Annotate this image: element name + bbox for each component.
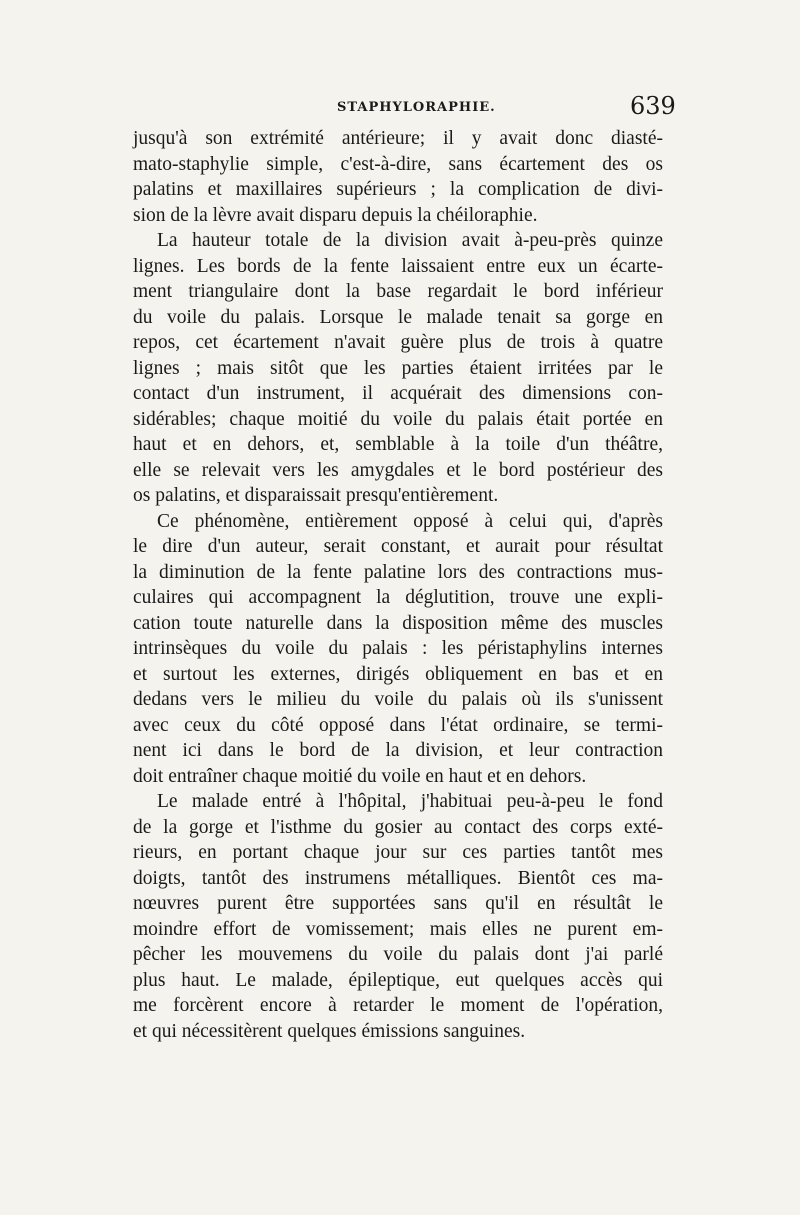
text-line: sidérables; chaque moitié du voile du palais était portée en [133, 408, 663, 430]
page-number: 639 [630, 92, 676, 120]
text-line: nœuvres purent être supportées sans qu'il en résultât le [133, 893, 663, 914]
paragraph-4 [133, 789, 663, 1044]
text-line: mato-staphylie simple, c'est-à-dire, sans écartement des os [133, 153, 663, 175]
text-line: doit entraîner chaque moitié du voile en haut et en dehors. [133, 765, 587, 787]
text-line: du voile du palais. Lorsque le malade tenait sa gorge en [133, 306, 663, 328]
text-line: sion de la lèvre avait disparu depuis la chéiloraphie. [133, 204, 538, 226]
text-line: repos, cet écartement n'avait guère plus de trois à quatre [133, 332, 663, 353]
text-line: haut et en dehors, et, semblable à la toile d'un théâtre, [133, 434, 663, 455]
text-line: et qui nécessitèrent quelques émissions sanguines. [133, 1020, 526, 1042]
text-line: La hauteur totale de la division avait à-peu-près quinze [157, 230, 663, 251]
text-line: et surtout les externes, dirigés obliquement en bas et en [133, 663, 663, 685]
text-line: de la gorge et l'isthme du gosier au contact des corps exté- [133, 816, 663, 838]
text-line: cation toute naturelle dans la disposition même des muscles [133, 612, 663, 634]
text-line: me forcèrent encore à retarder le moment de l'opération, [133, 995, 663, 1016]
text-line: pêcher les mouvemens du voile du palais dont j'ai parlé [133, 944, 663, 965]
paragraph-3 [133, 509, 663, 790]
text-line: doigts, tantôt des instrumens métalliques. Bientôt ces ma- [133, 867, 663, 889]
text-line: dedans vers le milieu du voile du palais où ils s'unissent [133, 689, 663, 710]
running-title: STAPHYLORAPHIE. [337, 100, 496, 115]
paragraph-1 [133, 126, 663, 228]
text-line: Ce phénomène, entièrement opposé à celui qui, d'après [157, 510, 663, 532]
text-line: culaires qui accompagnent la déglutition, trouve une expli- [133, 587, 663, 608]
text-line: plus haut. Le malade, épileptique, eut quelques accès qui [133, 969, 663, 991]
text-line: palatins et maxillaires supérieurs ; la complication de divi- [133, 179, 663, 200]
text-line: lignes ; mais sitôt que les parties étaient irritées par le [133, 357, 663, 379]
text-line: rieurs, en portant chaque jour sur ces parties tantôt mes [133, 842, 663, 863]
text-line: avec ceux du côté opposé dans l'état ordinaire, se termi- [133, 714, 663, 736]
text-line: jusqu'à son extrémité antérieure; il y avait donc diasté- [133, 128, 663, 149]
text-line: elle se relevait vers les amygdales et le bord postérieur des [133, 459, 663, 481]
text-line: nent ici dans le bord de la division, et leur contraction [133, 740, 663, 761]
text-line: intrinsèques du voile du palais : les péristaphylins internes [133, 638, 663, 659]
text-line: ment triangulaire dont la base regardait le bord inférieur [133, 281, 663, 302]
body-text [133, 126, 663, 1044]
text-line: moindre effort de vomissement; mais elles ne purent em- [133, 918, 663, 940]
text-line: lignes. Les bords de la fente laissaient entre eux un écarte- [133, 255, 663, 277]
text-line: os palatins, et disparaissait presqu'entièrement. [133, 485, 499, 506]
text-line: contact d'un instrument, il acquérait des dimensions con- [133, 383, 663, 404]
paragraph-2 [133, 228, 663, 509]
text-line: le dire d'un auteur, serait constant, et aurait pour résultat [133, 536, 663, 557]
text-line: Le malade entré à l'hôpital, j'habituai peu-à-peu le fond [157, 791, 663, 812]
text-line: la diminution de la fente palatine lors des contractions mus- [133, 561, 663, 583]
